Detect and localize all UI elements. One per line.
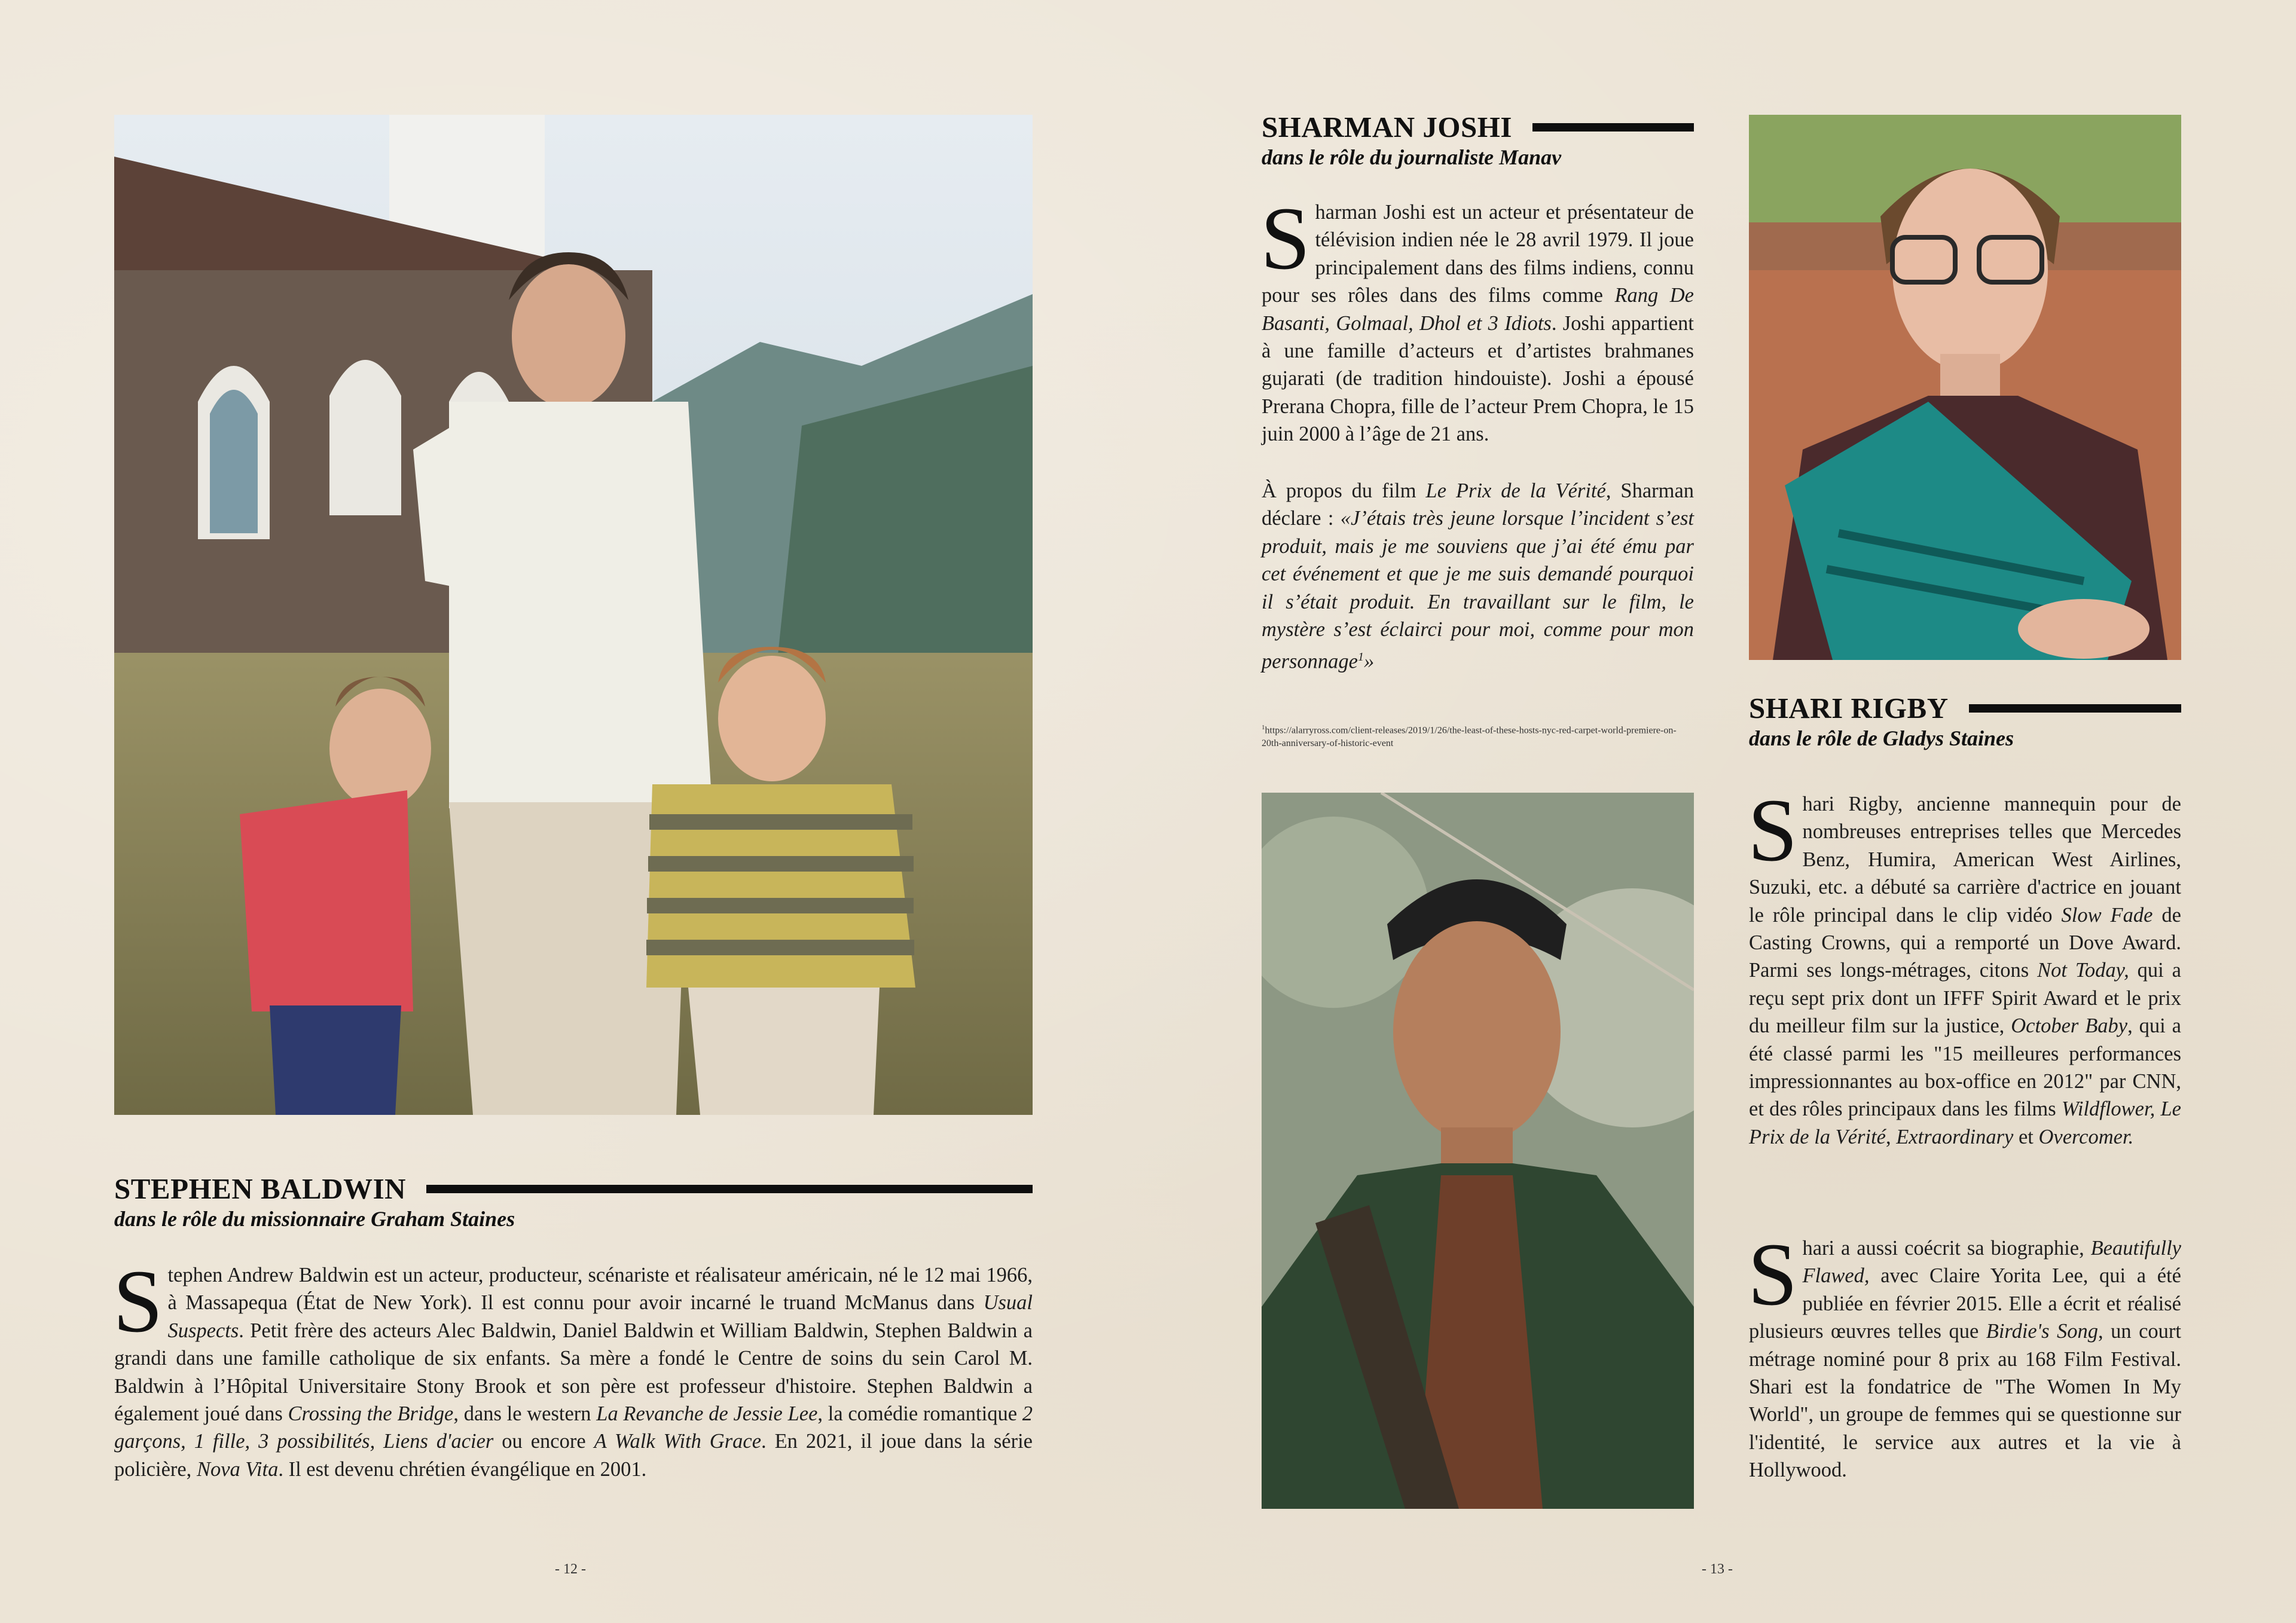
heading-rule: [1532, 123, 1694, 132]
actor-name: STEPHEN BALDWIN: [114, 1172, 407, 1205]
footnote: $^1$https://alarryross.com/client-releases/2019/1/26/the-least-of-these-hosts-nyc-red-carpet-world-premiere-on-20th-anniversary-of-historic-event: [1262, 724, 1677, 749]
page-number-right: - 13 -: [1702, 1561, 1733, 1577]
sharman-joshi-quote: À propos du film Le Prix de la Vérité, Sharman déclare : «J’étais très jeune lorsque l’incident s’est produit, mais je me souviens que j’ai été ému par cet événement et que je me suis demandé pourquoi il s’était produit. En travaillant sur le film, le mystère s’est éclairci pour moi, comme pour mon personnage$^1$»: [1262, 479, 1694, 673]
sharman-joshi-heading: [1262, 110, 1694, 144]
actor-role: dans le rôle du missionnaire Graham Staines: [114, 1207, 515, 1231]
dropcap: S: [1748, 781, 1798, 880]
heading-rule: [426, 1185, 1033, 1193]
shari-rigby-portrait-photo: [1749, 115, 2181, 660]
actor-role: dans le rôle de Gladys Staines: [1749, 726, 2014, 750]
family-portrait-photo: [114, 115, 1033, 1115]
actor-name: SHARI RIGBY: [1749, 692, 1949, 725]
actor-name: SHARMAN JOSHI: [1262, 111, 1512, 143]
dropcap: S: [1748, 1225, 1798, 1324]
heading-rule: [1969, 704, 2181, 713]
page-number-left: - 12 -: [555, 1561, 586, 1577]
sharman-joshi-portrait-photo: [1262, 793, 1694, 1509]
dropcap: S: [1260, 189, 1311, 288]
stephen-baldwin-heading: [114, 1172, 1033, 1206]
shari-rigby-bio: Shari Rigby, ancienne mannequin pour de nombreuses entreprises telles que Mercedes Benz, Humira, American West Airlines, Suzuki, etc. a débuté sa carrière d'actrice en jouant le rôle principal dans le clip vidéo Slow Fade de Casting Crowns, qui a remporté un Dove Award. Parmi ses longs-métrages, citons Not Today, qui a reçu sept prix dont un IFFF Spirit Award et le prix du meilleur film sur la justice, October Baby, qui a été classé parmi les "15 meilleures performances impressionnantes au box-office en 2012" par CNN, et des rôles principaux dans les films Wildflower, Le Prix de la Vérité, Extraordinary et Overcomer.: [1748, 781, 2181, 1148]
actor-role: dans le rôle du journaliste Manav: [1262, 145, 1562, 169]
stephen-baldwin-bio: Stephen Andrew Baldwin est un acteur, producteur, scénariste et réalisateur américain, né le 12 mai 1966, à Massapequa (État de New York). Il est connu pour avoir incarné le truand McManus dans Usual Suspects. Petit frère des acteurs Alec Baldwin, Daniel Baldwin et William Baldwin, Stephen Baldwin a grandi dans une famille catholique de six enfants. Sa mère a fondé le Centre de soins du sein Carol M. Baldwin à l’Hôpital Universitaire Stony Brook et son père est professeur d'histoire. Stephen Baldwin a également joué dans Crossing the Bridge, dans le western La Revanche de Jessie Lee, la comédie romantique 2 garçons, 1 fille, 3 possibilités, Liens d'acier ou encore A Walk With Grace. En 2021, il joue dans la série policière, Nova Vita. Il est devenu chrétien évangélique en 2001.: [113, 1252, 1033, 1481]
sharman-joshi-bio: Sharman Joshi est un acteur et présentateur de télévision indien née le 28 avril 1979. Il joue principalement dans des films indiens, connu pour ses rôles dans des films comme Rang De Basanti, Golmaal, Dhol et 3 Idiots. Joshi appartient à une famille d’acteurs et d’artistes brahmanes gujarati (de tradition hindouiste). Joshi a épousé Prerana Chopra, fille de l’acteur Prem Chopra, le 15 juin 2000 à l’âge de 21 ans.: [1260, 189, 1694, 446]
dropcap: S: [113, 1252, 163, 1351]
shari-rigby-bio-2: Shari a aussi coécrit sa biographie, Beautifully Flawed, avec Claire Yorita Lee, qui a été publiée en février 2015. Elle a écrit et réalisé plusieurs œuvres telles que Birdie's Song, un court métrage nominé pour 8 prix au 168 Film Festival. Shari est la fondatrice de "The Women In My World", un groupe de femmes qui se questionne sur l'identité, le service aux autres et la vie à Hollywood.: [1748, 1225, 2181, 1482]
shari-rigby-heading: [1749, 691, 2181, 725]
